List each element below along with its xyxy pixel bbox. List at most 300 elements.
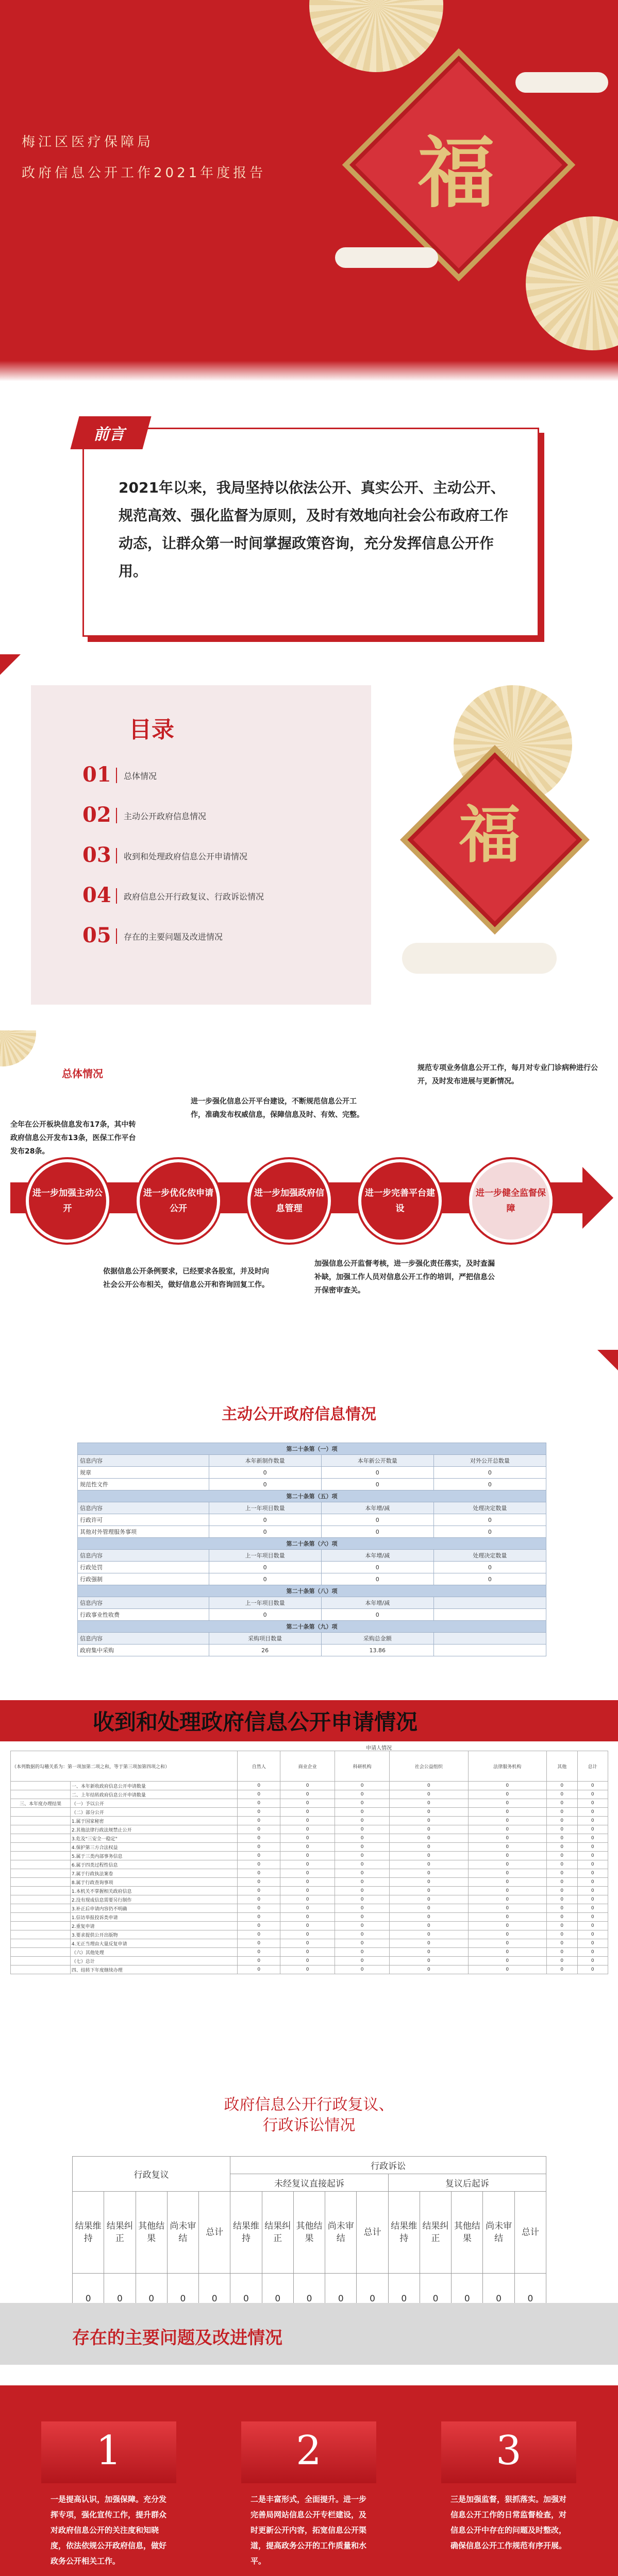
table-cell: 0 bbox=[547, 1948, 577, 1957]
preface-section bbox=[0, 412, 618, 654]
table-group-cell bbox=[11, 1887, 71, 1895]
card-text: 一是提高认识，加强保障。充分发挥专项，强化宣传工作，提升群众对政府信息公开的关注度和知晓度，依法依规公开政府信息，做好政务公开相关工作。 bbox=[41, 2483, 176, 2576]
apply-section bbox=[0, 1700, 618, 2071]
table-header-cell: 社会公益组织 bbox=[390, 1751, 468, 1782]
table-cell: 本年增/减 bbox=[321, 1550, 433, 1562]
table-cell: 信息内容 bbox=[78, 1550, 209, 1562]
table-cell: 0 bbox=[238, 1922, 280, 1930]
overview-text-2: 进一步强化信息公开平台建设，不断规范信息公开工作，准确发布权威信息，保障信息及时、有效、完整。 bbox=[191, 1097, 364, 1119]
table-row bbox=[11, 1782, 608, 1790]
table-cell: 0 bbox=[280, 1930, 335, 1939]
active-table bbox=[77, 1443, 546, 1656]
problems-section bbox=[0, 2303, 618, 2576]
table-cell: 0 bbox=[390, 1965, 468, 1974]
toc-item-label[interactable]: 政府信息公开行政复议、行政诉讼情况 bbox=[124, 892, 264, 902]
toc-item-label[interactable]: 主动公开政府信息情况 bbox=[124, 811, 207, 821]
table-cell: 0 bbox=[280, 1843, 335, 1852]
table-cell: 0 bbox=[335, 1834, 390, 1843]
table-row bbox=[78, 1609, 546, 1621]
table-cell: 0 bbox=[280, 1799, 335, 1808]
table-row bbox=[78, 1645, 546, 1656]
table-cell: 0 bbox=[280, 1913, 335, 1922]
table-cell: 0 bbox=[468, 1930, 546, 1939]
table-cell: 0 bbox=[209, 1514, 321, 1526]
table-cell: 0 bbox=[280, 1834, 335, 1843]
org-name: 梅江区医疗保障局 bbox=[22, 134, 154, 150]
table-header-cell: 结果维持 bbox=[230, 2192, 262, 2274]
toc-item-label[interactable]: 总体情况 bbox=[124, 771, 157, 781]
table-row bbox=[11, 1869, 608, 1878]
table-cell: 0 bbox=[547, 1922, 577, 1930]
table-cell: 0 bbox=[335, 1904, 390, 1913]
table-row bbox=[11, 1965, 608, 1974]
table-cell: 0 bbox=[335, 1817, 390, 1825]
table-cell: 0 bbox=[280, 1817, 335, 1825]
table-group-cell bbox=[11, 1930, 71, 1939]
table-row bbox=[78, 1467, 546, 1479]
table-cell: 0 bbox=[238, 1825, 280, 1834]
table-cell: 0 bbox=[547, 1790, 577, 1799]
table-cell: 第二十条第（六）项 bbox=[78, 1538, 546, 1550]
table-row bbox=[11, 1808, 608, 1817]
table-cell: 0 bbox=[577, 1808, 608, 1817]
table-group-cell bbox=[11, 1922, 71, 1930]
table-cell: 0 bbox=[468, 1817, 546, 1825]
table-row bbox=[78, 1550, 546, 1562]
table-row bbox=[11, 1860, 608, 1869]
table-row bbox=[11, 1948, 608, 1957]
table-cell: 0 bbox=[468, 1887, 546, 1895]
table-cell: 0 bbox=[547, 1930, 577, 1939]
table-cell: 0 bbox=[238, 1878, 280, 1887]
card-text: 二是丰富形式，全面提升。进一步完善局网站信息公开专栏建设，及时更新公开内容，拓宽信息公开渠道，提高政务公开的工作质量和水平。 bbox=[241, 2483, 376, 2576]
fan-decoration bbox=[526, 216, 618, 350]
table-header-cell: 总计 bbox=[357, 2192, 388, 2274]
table-cell: 本年新制作数量 bbox=[209, 1455, 321, 1467]
table-row bbox=[78, 1526, 546, 1538]
arrow-head bbox=[582, 1167, 613, 1229]
table-header-cell: 总计 bbox=[199, 2192, 230, 2274]
table-cell: 0 bbox=[238, 1957, 280, 1965]
table-cell: 0 bbox=[280, 1878, 335, 1887]
preface-text: 2021年以来，我局坚持以依法公开、真实公开、主动公开、规范高效、强化监督为原则，及时有效地向社会公布政府工作动态，让群众第一时间掌握政策咨询，充分发挥信息公开作用。 bbox=[119, 479, 509, 580]
table-cell: 0 bbox=[335, 1869, 390, 1878]
table-row-label: 四、结转下年度继续办理 bbox=[70, 1965, 238, 1974]
table-cell: 0 bbox=[335, 1852, 390, 1860]
table-cell: 规章 bbox=[78, 1467, 209, 1479]
toc-number-4: 04 bbox=[82, 883, 111, 907]
table-cell: 0 bbox=[547, 1782, 577, 1790]
table-cell: 0 bbox=[280, 1957, 335, 1965]
table-row-label: 2.其他法律行政法规禁止公开 bbox=[70, 1825, 238, 1834]
table-cell: 0 bbox=[280, 1948, 335, 1957]
table-cell: 0 bbox=[136, 2274, 167, 2303]
table-cell: 0 bbox=[390, 1904, 468, 1913]
table-cell: 0 bbox=[577, 1790, 608, 1799]
table-row-label: 3.补正后申请内容仍不明确 bbox=[70, 1904, 238, 1913]
table-header-row bbox=[73, 2192, 546, 2274]
table-cell: 0 bbox=[468, 1939, 546, 1948]
table-cell: 0 bbox=[468, 1790, 546, 1799]
card-number: 2 bbox=[296, 2428, 322, 2474]
table-cell: 本年增/减 bbox=[321, 1597, 433, 1609]
table-cell: 0 bbox=[280, 1852, 335, 1860]
table-cell: 0 bbox=[514, 2274, 546, 2303]
table-cell: 0 bbox=[280, 1895, 335, 1904]
table-row bbox=[11, 1852, 608, 1860]
toc-divider bbox=[116, 928, 117, 944]
table-cell: 0 bbox=[238, 1895, 280, 1904]
toc-item-label[interactable]: 存在的主要问题及改进情况 bbox=[124, 932, 223, 942]
table-row bbox=[11, 1878, 608, 1887]
table-cell: 信息内容 bbox=[78, 1502, 209, 1514]
table-cell: 0 bbox=[238, 1913, 280, 1922]
table-cell: 0 bbox=[577, 1825, 608, 1834]
table-cell: 0 bbox=[238, 1817, 280, 1825]
overview-circle-2: 进一步优化依申请公开 bbox=[137, 1159, 220, 1243]
overview-section bbox=[0, 1030, 618, 1350]
table-cell: 0 bbox=[280, 1860, 335, 1869]
table-row-label: 5.属于三类内部事务信息 bbox=[70, 1852, 238, 1860]
table-cell: 0 bbox=[321, 1467, 433, 1479]
table-row-label: 1.本机关不掌握相关政府信息 bbox=[70, 1887, 238, 1895]
table-cell: 0 bbox=[238, 1939, 280, 1948]
table-row-label: 6.属于四类过程性信息 bbox=[70, 1860, 238, 1869]
card-number: 1 bbox=[96, 2428, 122, 2474]
overview-text-3: 规范专项业务信息公开工作，每月对专业门诊病种进行公开，及时发布进展与更新情况。 bbox=[417, 1064, 598, 1086]
overview-title: 总体情况 bbox=[62, 1067, 103, 1080]
table-row-label: 二、上年结转政府信息公开申请数量 bbox=[70, 1790, 238, 1799]
table-cell: 采购项目数量 bbox=[209, 1633, 321, 1645]
table-cell: 本年新公开数量 bbox=[321, 1455, 433, 1467]
table-group-cell bbox=[11, 1843, 71, 1852]
table-cell: 0 bbox=[468, 1948, 546, 1957]
table-group-cell bbox=[11, 1913, 71, 1922]
table-cell: 政府集中采购 bbox=[78, 1645, 209, 1656]
cloud-decoration bbox=[515, 72, 608, 93]
table-group-cell bbox=[11, 1860, 71, 1869]
table-cell: 0 bbox=[577, 1948, 608, 1957]
table-cell bbox=[433, 1597, 546, 1609]
table-row bbox=[78, 1562, 546, 1573]
table-cell: 0 bbox=[335, 1782, 390, 1790]
table-row-label: （六）其他处理 bbox=[70, 1948, 238, 1957]
problem-card-1 bbox=[41, 2421, 176, 2576]
problem-card-3 bbox=[441, 2421, 576, 2576]
table-cell: 第二十条第（五）项 bbox=[78, 1490, 546, 1502]
table-cell: 0 bbox=[577, 1957, 608, 1965]
table-cell: 0 bbox=[335, 1878, 390, 1887]
toc-number-3: 03 bbox=[82, 843, 111, 867]
active-title: 主动公开政府信息情况 bbox=[222, 1405, 376, 1423]
table-cell: 0 bbox=[335, 1922, 390, 1930]
table-cell: 0 bbox=[335, 1913, 390, 1922]
table-cell: 行政许可 bbox=[78, 1514, 209, 1526]
table-header-cell: 结果维持 bbox=[388, 2192, 420, 2274]
table-cell: 0 bbox=[433, 1467, 546, 1479]
table-cell: 0 bbox=[468, 1834, 546, 1843]
toc-divider bbox=[116, 808, 117, 823]
table-row-label: 一、本年新收政府信息公开申请数量 bbox=[70, 1782, 238, 1790]
table-cell: 0 bbox=[321, 1573, 433, 1585]
table-cell: 0 bbox=[547, 1825, 577, 1834]
table-cell bbox=[433, 1645, 546, 1656]
table-cell: 0 bbox=[547, 1852, 577, 1860]
table-cell: 0 bbox=[547, 1817, 577, 1825]
table-cell: 0 bbox=[280, 1904, 335, 1913]
table-cell: 0 bbox=[468, 1860, 546, 1869]
table-cell: 0 bbox=[390, 1790, 468, 1799]
overview-text-5: 加强信息公开监督考核，进一步强化责任落实，及时查漏补缺，加强工作人员对信息公开工作的培训，严把信息公开保密审查关。 bbox=[314, 1260, 495, 1295]
table-cell: 0 bbox=[335, 1843, 390, 1852]
table-row-label: （七）总计 bbox=[70, 1957, 238, 1965]
table-cell: 0 bbox=[547, 1808, 577, 1817]
table-row-label: 4.无正当理由大量反复申请 bbox=[70, 1939, 238, 1948]
table-cell: 0 bbox=[433, 1479, 546, 1490]
table-header-cell: 科研机构 bbox=[335, 1751, 390, 1782]
table-header-cell: 总计 bbox=[577, 1751, 608, 1782]
table-cell: 0 bbox=[238, 1799, 280, 1808]
table-cell: 0 bbox=[390, 1843, 468, 1852]
table-header-cell: 商业企业 bbox=[280, 1751, 335, 1782]
table-cell: 0 bbox=[280, 1782, 335, 1790]
table-cell: 0 bbox=[390, 1895, 468, 1904]
table-cell: 0 bbox=[577, 1965, 608, 1974]
preface-tag: 前言 bbox=[70, 416, 151, 449]
fan-decoration bbox=[0, 1030, 36, 1066]
table-cell: 0 bbox=[390, 1782, 468, 1790]
review-title-line2: 行政诉讼情况 bbox=[262, 2116, 356, 2134]
table-group-cell bbox=[11, 1904, 71, 1913]
table-cell: 0 bbox=[238, 1843, 280, 1852]
table-cell: 0 bbox=[468, 1913, 546, 1922]
table-row bbox=[73, 2274, 546, 2303]
table-row-label: 7.属于行政执法案卷 bbox=[70, 1869, 238, 1878]
table-row bbox=[11, 1904, 608, 1913]
table-cell: 0 bbox=[468, 1869, 546, 1878]
table-cell: 0 bbox=[577, 1852, 608, 1860]
table-cell: 0 bbox=[335, 1930, 390, 1939]
overview-circle-3: 进一步加强政府信息管理 bbox=[247, 1159, 331, 1243]
table-cell: 0 bbox=[577, 1869, 608, 1878]
table-cell: 行政强制 bbox=[78, 1573, 209, 1585]
table-cell: 0 bbox=[468, 1957, 546, 1965]
toc-panel bbox=[31, 685, 371, 1005]
table-cell: 0 bbox=[468, 1825, 546, 1834]
table-row bbox=[78, 1514, 546, 1526]
table-cell: 0 bbox=[238, 1887, 280, 1895]
table-group-cell bbox=[11, 1825, 71, 1834]
table-row bbox=[78, 1479, 546, 1490]
apply-table-heading: 申请人情况 bbox=[366, 1745, 392, 1751]
table-cell: 0 bbox=[280, 1965, 335, 1974]
table-header-cell: 行政诉讼 bbox=[230, 2157, 546, 2174]
table-header-cell: 结果维持 bbox=[73, 2192, 104, 2274]
table-cell: 0 bbox=[547, 1799, 577, 1808]
table-group-cell bbox=[11, 1869, 71, 1878]
table-cell: 第二十条第（九）项 bbox=[78, 1621, 546, 1633]
table-cell: 0 bbox=[547, 1957, 577, 1965]
table-cell: 0 bbox=[209, 1526, 321, 1538]
table-cell: 0 bbox=[325, 2274, 357, 2303]
toc-divider bbox=[116, 848, 117, 863]
table-header-row bbox=[11, 1751, 608, 1782]
header-bottom-band bbox=[0, 361, 618, 412]
cloud-decoration bbox=[335, 247, 438, 268]
table-cell: 0 bbox=[335, 1895, 390, 1904]
fu-character: 福 bbox=[459, 799, 521, 871]
table-cell: 0 bbox=[335, 1825, 390, 1834]
table-cell: 0 bbox=[390, 1852, 468, 1860]
table-cell: 0 bbox=[390, 1930, 468, 1939]
table-header-cell: 复议后起诉 bbox=[388, 2174, 546, 2192]
toc-section bbox=[0, 654, 618, 1030]
table-cell: 0 bbox=[547, 1895, 577, 1904]
toc-item-label[interactable]: 收到和处理政府信息公开申请情况 bbox=[124, 852, 248, 861]
table-cell: 0 bbox=[433, 1573, 546, 1585]
table-cell: 第二十条第（八）项 bbox=[78, 1585, 546, 1597]
table-cell: 0 bbox=[321, 1609, 433, 1621]
table-cell: 0 bbox=[209, 1479, 321, 1490]
table-cell: 0 bbox=[390, 1808, 468, 1817]
table-cell: 0 bbox=[209, 1562, 321, 1573]
table-cell: 0 bbox=[321, 1562, 433, 1573]
table-header-cell: 其他结果 bbox=[452, 2192, 483, 2274]
table-row-label: 1.信访举报投诉类申请 bbox=[70, 1913, 238, 1922]
table-cell: 0 bbox=[280, 1808, 335, 1817]
table-cell: 0 bbox=[335, 1939, 390, 1948]
table-row bbox=[11, 1887, 608, 1895]
table-cell: 0 bbox=[238, 1869, 280, 1878]
table-group-cell bbox=[11, 1965, 71, 1974]
table-group-cell bbox=[11, 1852, 71, 1860]
table-cell: 0 bbox=[199, 2274, 230, 2303]
table-cell: 0 bbox=[388, 2274, 420, 2303]
table-cell: 0 bbox=[390, 1948, 468, 1957]
table-row bbox=[78, 1490, 546, 1502]
table-cell: 0 bbox=[547, 1939, 577, 1948]
table-row-label: （一）予以公开 bbox=[70, 1799, 238, 1808]
table-header-cell: 总计 bbox=[514, 2192, 546, 2274]
table-cell: 0 bbox=[390, 1825, 468, 1834]
table-cell: 0 bbox=[547, 1887, 577, 1895]
toc-divider bbox=[116, 888, 117, 904]
table-header-cell: 其他 bbox=[547, 1751, 577, 1782]
table-cell: 0 bbox=[468, 1878, 546, 1887]
table-cell: 0 bbox=[390, 1922, 468, 1930]
table-cell: 0 bbox=[238, 1808, 280, 1817]
toc-title: 目录 bbox=[129, 717, 174, 743]
table-header-cell: 结果纠正 bbox=[420, 2192, 451, 2274]
table-header-cell: （本列数据的勾稽关系为：第一项加第二项之和，等于第三项加第四项之和） bbox=[11, 1751, 238, 1782]
table-cell: 0 bbox=[547, 1843, 577, 1852]
table-cell: 0 bbox=[390, 1834, 468, 1843]
table-row bbox=[11, 1817, 608, 1825]
table-cell: 0 bbox=[335, 1860, 390, 1869]
table-cell: 0 bbox=[335, 1790, 390, 1799]
table-cell: 0 bbox=[209, 1609, 321, 1621]
table-row-label: 4.保护第三方合法权益 bbox=[70, 1843, 238, 1852]
table-cell: 0 bbox=[577, 1843, 608, 1852]
table-cell: 0 bbox=[468, 1808, 546, 1817]
table-header-row bbox=[73, 2157, 546, 2174]
table-header-cell: 尚未审结 bbox=[483, 2192, 514, 2274]
table-cell: 0 bbox=[209, 1573, 321, 1585]
overview-text-4: 依据信息公开条例要求，已经要求各股室，并及时向社会公开公布相关，做好信息公开和咨询回复工作。 bbox=[103, 1267, 269, 1289]
table-cell: 0 bbox=[238, 1834, 280, 1843]
table-cell: 信息内容 bbox=[78, 1455, 209, 1467]
table-row-label: 2.重复申请 bbox=[70, 1922, 238, 1930]
table-cell: 0 bbox=[547, 1860, 577, 1869]
table-row-label: 8.属于行政查询事项 bbox=[70, 1878, 238, 1887]
table-group-cell bbox=[11, 1782, 71, 1790]
table-cell: 0 bbox=[577, 1834, 608, 1843]
table-cell: 0 bbox=[390, 1887, 468, 1895]
table-row bbox=[11, 1930, 608, 1939]
table-cell: 信息内容 bbox=[78, 1633, 209, 1645]
table-group-cell bbox=[11, 1895, 71, 1904]
overview-circle-4: 进一步完善平台建设 bbox=[358, 1159, 442, 1243]
table-cell: 0 bbox=[390, 1817, 468, 1825]
table-cell: 0 bbox=[335, 1799, 390, 1808]
table-cell: 0 bbox=[390, 1869, 468, 1878]
table-row bbox=[78, 1621, 546, 1633]
table-cell: 0 bbox=[468, 1843, 546, 1852]
table-cell: 0 bbox=[238, 1948, 280, 1957]
table-cell: 0 bbox=[468, 1852, 546, 1860]
table-cell: 0 bbox=[73, 2274, 104, 2303]
table-cell: 0 bbox=[238, 1930, 280, 1939]
table-cell: 0 bbox=[238, 1790, 280, 1799]
table-row bbox=[11, 1834, 608, 1843]
table-row bbox=[11, 1790, 608, 1799]
table-cell: 上一年项目数量 bbox=[209, 1550, 321, 1562]
table-cell: 0 bbox=[577, 1799, 608, 1808]
table-row bbox=[78, 1597, 546, 1609]
apply-title: 收到和处理政府信息公开申请情况 bbox=[93, 1709, 418, 1735]
table-cell: 0 bbox=[452, 2274, 483, 2303]
table-cell: 0 bbox=[390, 1957, 468, 1965]
table-cell: 0 bbox=[238, 1965, 280, 1974]
table-row-label: 2.没有现成信息需要另行制作 bbox=[70, 1895, 238, 1904]
table-cell: 第二十条第（一）项 bbox=[78, 1443, 546, 1455]
apply-table bbox=[10, 1751, 608, 1974]
table-header-cell: 未经复议直接起诉 bbox=[230, 2174, 388, 2192]
table-cell: 0 bbox=[167, 2274, 198, 2303]
table-row bbox=[78, 1443, 546, 1455]
table-cell: 26 bbox=[209, 1645, 321, 1656]
table-cell: 0 bbox=[577, 1930, 608, 1939]
overview-circle-1: 进一步加强主动公开 bbox=[26, 1159, 109, 1243]
table-header-cell: 尚未审结 bbox=[167, 2192, 198, 2274]
table-cell: 0 bbox=[335, 1808, 390, 1817]
table-cell: 0 bbox=[577, 1913, 608, 1922]
table-row bbox=[78, 1538, 546, 1550]
table-cell: 0 bbox=[104, 2274, 136, 2303]
table-cell: 0 bbox=[577, 1939, 608, 1948]
table-group-cell bbox=[11, 1939, 71, 1948]
problem-card-2 bbox=[241, 2421, 376, 2576]
header-section bbox=[0, 0, 618, 361]
table-cell: 0 bbox=[577, 1887, 608, 1895]
table-row bbox=[11, 1799, 608, 1808]
table-cell: 0 bbox=[335, 1948, 390, 1957]
table-cell: 0 bbox=[238, 1782, 280, 1790]
card-text: 三是加强监督，狠抓落实。加强对信息公开工作的日常监督检查，对信息公开中存在的问题及时整改，确保信息公开工作规范有序开展。 bbox=[441, 2483, 576, 2576]
table-row bbox=[78, 1633, 546, 1645]
table-row-label: （二）部分公开 bbox=[70, 1808, 238, 1817]
fu-character: 福 bbox=[417, 128, 495, 218]
